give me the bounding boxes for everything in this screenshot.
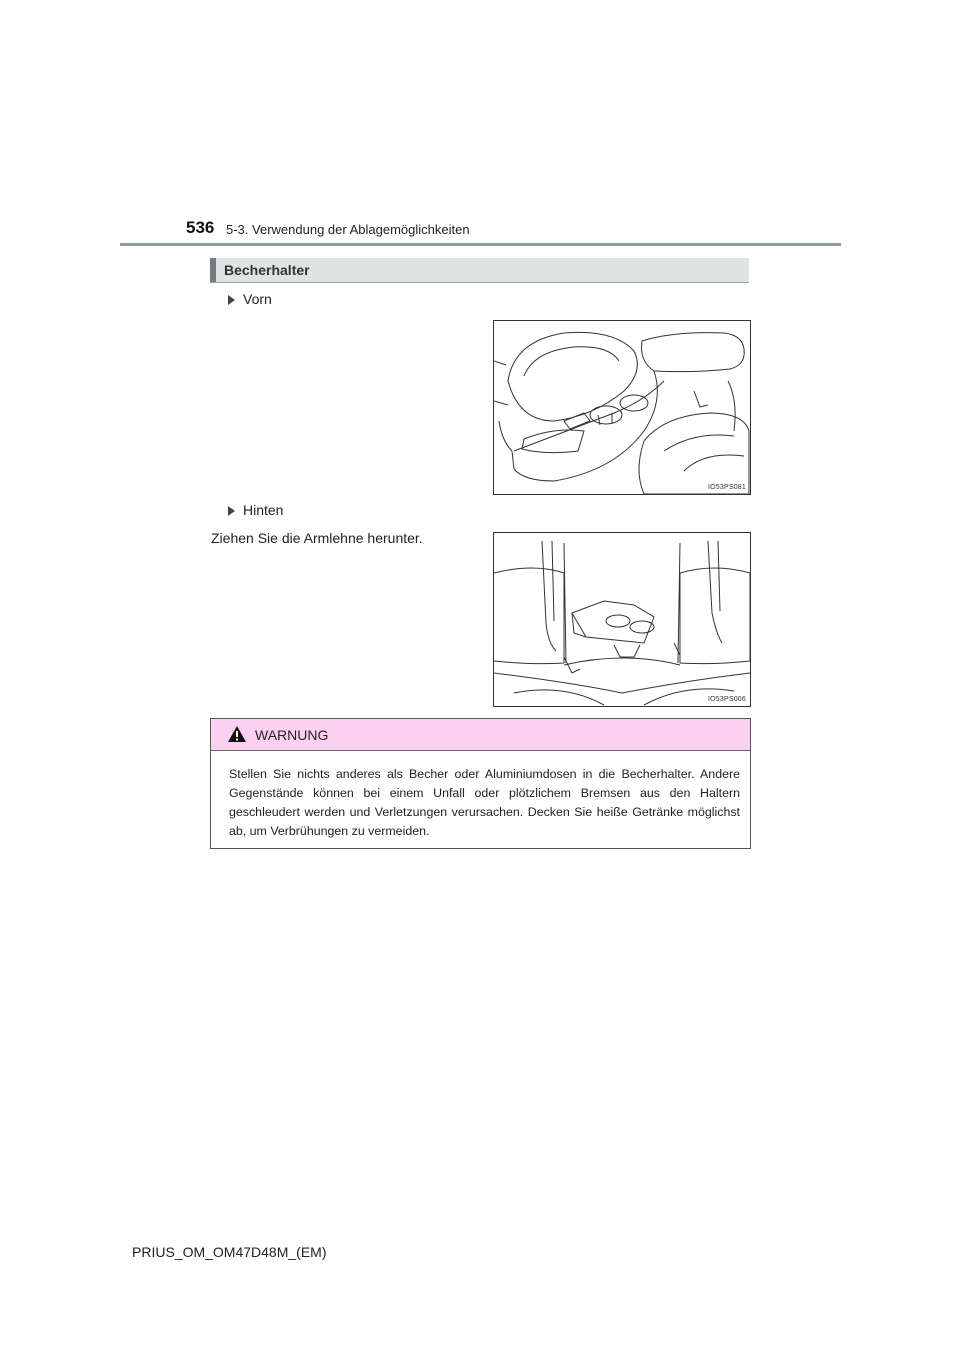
warning-box — [210, 718, 751, 849]
triangle-bullet-icon — [228, 295, 235, 305]
bullet-front-label: Vorn — [243, 291, 272, 307]
bullet-rear-label: Hinten — [243, 502, 284, 518]
bullet-rear — [228, 502, 283, 518]
bullet-front — [228, 291, 272, 307]
section-title: Becherhalter — [224, 262, 310, 278]
warning-triangle-icon — [227, 725, 247, 748]
rear-figure-code: IO53PS006 — [708, 696, 746, 703]
front-console-drawing — [494, 321, 750, 494]
chapter-title: 5-3. Verwendung der Ablagemöglichkeiten — [226, 222, 470, 237]
header-rule — [120, 243, 841, 246]
warning-text: Stellen Sie nichts anderes als Becher oder Aluminiumdosen in die Becherhalter. Andere Gegenstände können bei einem Unfall oder plötzlichem Bremsen aus den Haltern geschleudert werden und Verletzungen verursachen. Decken Sie heiße Getränke möglichst ab, um Verbrühungen zu vermeiden. — [229, 767, 740, 838]
rear-cupholder-illustration — [493, 532, 751, 707]
page-number: 536 — [186, 218, 215, 237]
triangle-bullet-icon — [228, 506, 235, 516]
rear-armrest-drawing — [494, 533, 750, 706]
rear-instruction: Ziehen Sie die Armlehne herunter. — [211, 530, 423, 546]
warning-title: WARNUNG — [255, 727, 329, 743]
front-cupholder-illustration — [493, 320, 751, 495]
document-id: PRIUS_OM_OM47D48M_(EM) — [132, 1244, 327, 1260]
section-heading — [210, 258, 749, 283]
front-figure-code: IO53PS081 — [708, 484, 746, 491]
warning-header — [211, 719, 750, 751]
section-marker — [210, 258, 216, 282]
